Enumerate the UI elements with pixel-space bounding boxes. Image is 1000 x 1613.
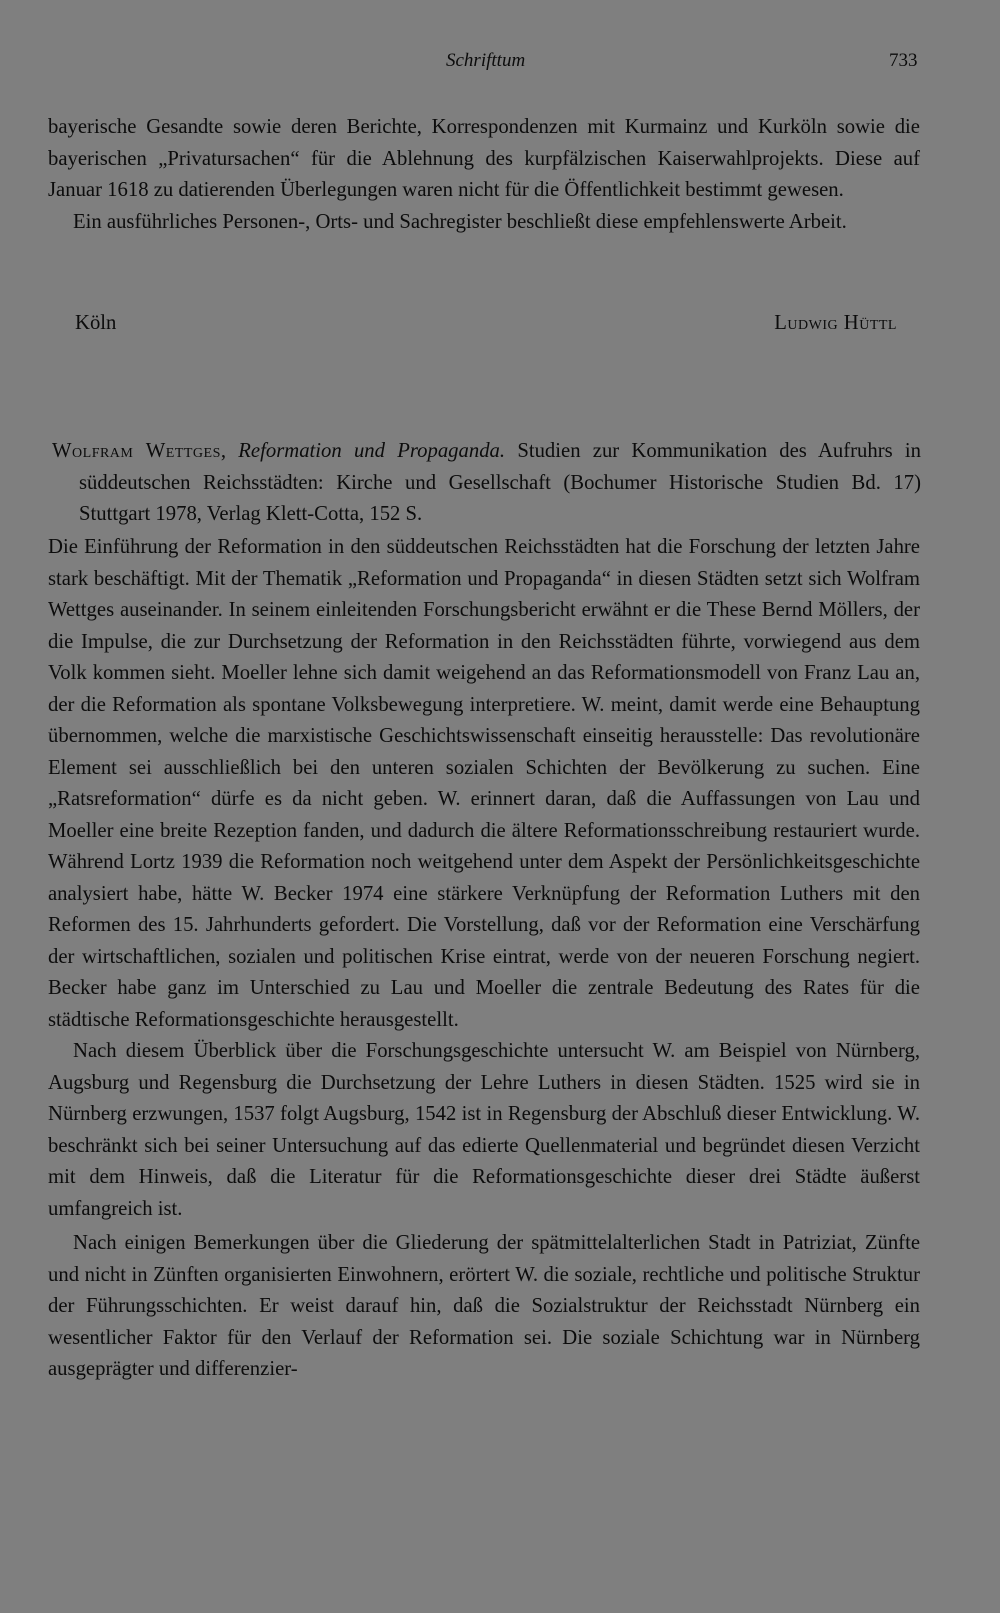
paragraph: Nach einigen Bemerkungen über die Gliederung der spätmittelalterlichen Stadt in Patriziat, Zünfte und nicht in Zünften organisierten Einwohnern, erörtert W. die soziale, rechtliche und politische Struktur der Führungsschichten. Er weist darauf hin, daß die Sozialstruktur der Reichsstadt Nürnberg ein wesentlicher Faktor für den Verlauf der Reformation sei. Die soziale Schichtung war in Nürnberg ausgeprägter und differenzier- (48, 1232, 920, 1380)
citation-details: Studien zur Kommunikation des Aufruhrs in süddeutschen Reichsstädten: Kirche und Gesellschaft (Bochumer Historische Studien Bd. 17) Stuttgart 1978, Verlag Klett-Cotta, 152 S. (79, 440, 921, 525)
reviewer-name: Ludwig Hüttl (774, 312, 897, 334)
page-number: 733 (889, 50, 918, 71)
citation (52, 436, 921, 531)
citation-separator: , (220, 440, 239, 462)
paragraph: Ein ausführliches Personen-, Orts- und Sachregister beschließt diese empfehlenswerte Arbeit. (73, 210, 847, 233)
paragraph: bayerische Gesandte sowie deren Berichte, Korrespondenzen mit Kurmainz und Kurköln sowie die bayerischen „Privatursachen“ für die Ablehnung des kurpfälzischen Kaiserwahlprojekts. Diese auf Januar 1618 zu datierenden Überlegungen waren nicht für die Öffentlichkeit bestimmt gewesen. (48, 116, 920, 201)
reviewer-place: Köln (75, 312, 117, 334)
review-body (48, 532, 920, 1386)
bibliographic-entry (52, 436, 921, 531)
paragraph: Die Einführung der Reformation in den süddeutschen Reichsstädten hat die Forschung der letzten Jahre stark beschäftigt. Mit der Thematik „Reformation und Propaganda“ in diesen Städten setzt sich Wolfram Wettges auseinander. In seinem einleitenden Forschungsbericht erwähnt er die These Bernd Möllers, der die Impulse, die zur Durchsetzung der Reformation in den Reichsstädten führte, vorwiegend aus dem Volk kommen sieht. Moeller lehne sich damit weigehend an das Reformationsmodell von Franz Lau an, der die Reformation als spontane Volksbewegung interpretiere. W. meint, damit werde eine Behauptung übernommen, welche die marxistische Geschichtswissenschaft einseitig herausstelle: Das revolutionäre Element sei ausschließlich bei den unteren sozialen Schichten der Bevölkerung zu suchen. Eine „Ratsreformation“ dürfe es da nicht geben. W. erinnert daran, daß die Auffassungen von Lau und Moeller eine breite Rezeption fanden, und dadurch die ältere Reformationsschreibung restauriert wurde. Während Lortz 1939 die Reformation noch weitgehend unter dem Aspekt der Persönlichkeitsgeschichte analysiert habe, hätte W. Becker 1974 eine stärkere Verknüpfung der Reformation Luthers mit den Reformen des 15. Jahrhunderts gefordert. Die Vorstellung, daß vor der Reformation eine Verschärfung der wirtschaftlichen, sozialen und politischen Krise eintrat, werde von der neueren Forschung negiert. Becker habe ganz im Unterschied zu Lau und Moeller die zentrale Bedeutung des Rates für die städtische Reformationsgeschichte herausgestellt. (48, 536, 920, 1031)
running-head (0, 50, 1000, 80)
book-title: Reformation und Propaganda. (238, 440, 506, 462)
previous-review-ending (48, 112, 920, 238)
paragraph: Nach diesem Überblick über die Forschungsgeschichte untersucht W. am Beispiel von Nürnberg, Augsburg und Regensburg die Durchsetzung der Lehre Luthers in diesen Städten. 1525 wird sie in Nürnberg erzwungen, 1537 folgt Augsburg, 1542 ist in Regensburg der Abschluß dieser Entwicklung. W. beschränkt sich bei seiner Untersuchung auf das edierte Quellenmaterial und begründet diesen Verzicht mit dem Hinweis, daß die Literatur für die Reformationsgeschichte dieser drei Städte äußerst umfangreich ist. (48, 1040, 920, 1220)
book-author: Wolfram Wettges (52, 440, 221, 462)
running-title: Schrifttum (446, 50, 526, 71)
